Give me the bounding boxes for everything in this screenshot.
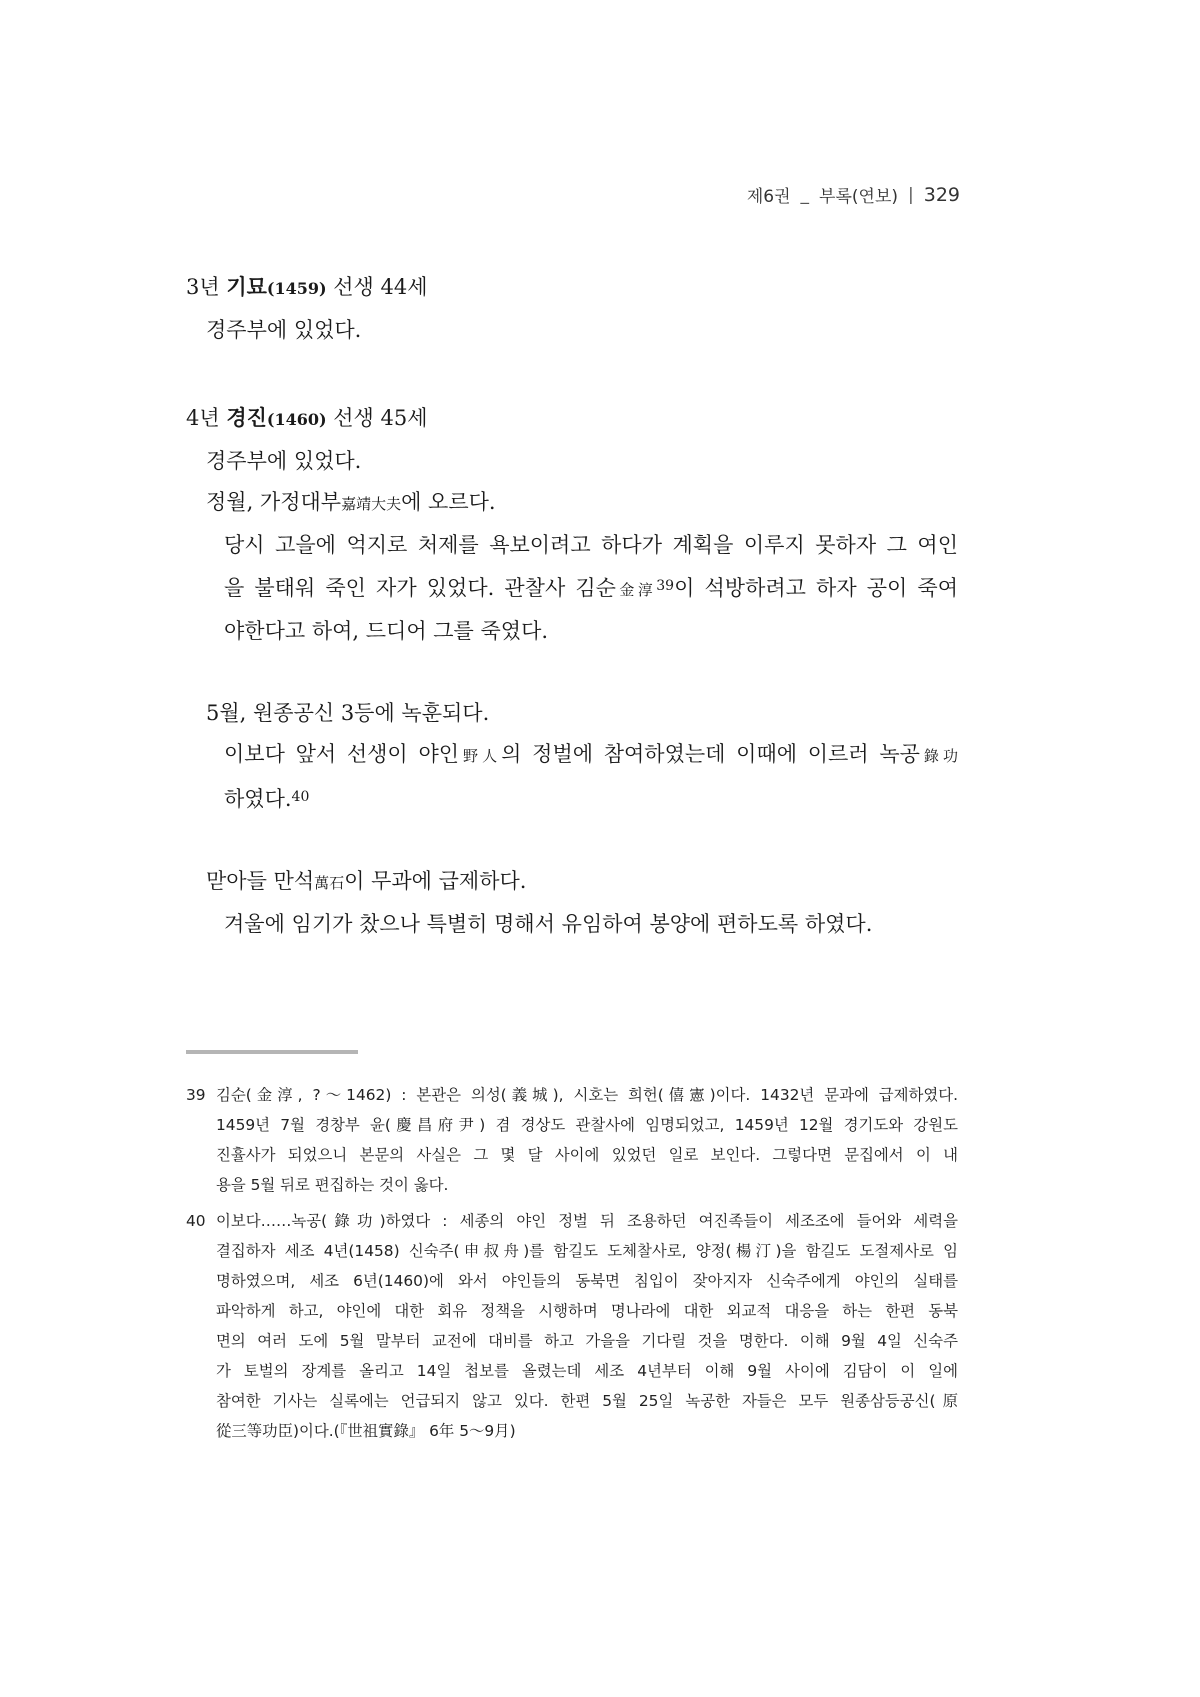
footnote-line: 진휼사가 되었으니 본문의 사실은 그 몇 달 사이에 있었던 일로 보인다. 그렇다면 문집에서 이 내 [216,1146,958,1164]
heading-text: 이 무과에 급제하다. [344,869,527,893]
item-body-line [186,782,958,814]
year-prefix: 3년 [186,275,227,299]
volume-label: 제6권 [746,187,791,207]
heading-text: 에 오르다. [401,490,496,514]
header-divider: | [908,184,914,205]
entry-text: 경주부에 있었다. [206,318,362,342]
ganzhi: 경진 [226,406,267,430]
footnote-line: 1459년 7월 경창부 윤(慶昌府尹) 겸 경상도 관찰사에 임명되었고, 1459년 12월 경기도와 강원도 [216,1116,958,1134]
footnote-39 [186,1080,958,1200]
item-heading-son [186,866,958,898]
ganzhi: 기묘 [226,275,267,299]
running-header [747,182,960,207]
item-body-line: 당시 고을에 억지로 처제를 욕보이려고 하다가 계획을 이루지 못하자 그 여인 [224,533,958,557]
year-prefix: 4년 [186,406,227,430]
footnote-number: 40 [186,1212,206,1230]
footnote-line: 이보다……녹공(錄功)하였다 : 세종의 야인 정벌 뒤 조용하던 여진족들이 세조조에 들어와 세력을 [216,1212,958,1230]
body-text-fragment: 을 불태워 죽인 자가 있었다. 관찰사 김순 [224,576,616,600]
footnote-line: 從三等功臣)이다.(『世祖實錄』 6年 5～9月) [216,1422,516,1440]
page-number: 329 [923,183,960,206]
heading-text: 맏아들 만석 [206,869,315,893]
footnote-line: 파악하게 하고, 야인에 대한 회유 정책을 시행하며 명나라에 대한 외교적 대응을 하는 한편 동북 [216,1302,958,1320]
footnote-line: 면의 여러 도에 5월 말부터 교전에 대비를 하고 가을을 기다릴 것을 명한다. 이해 9월 4일 신숙주 [216,1332,958,1350]
year-heading-1459 [186,272,958,304]
footnote-rule [186,1050,358,1054]
footnote-number: 39 [186,1086,206,1104]
footnotes [186,1080,958,1452]
footnote-line: 용을 5월 뒤로 편집하는 것이 옳다. [216,1176,449,1194]
hanja-gloss: 錄功 [919,747,958,765]
body-text-fragment: 의 정벌에 참여하였는데 이때에 이르러 녹공 [501,742,920,766]
footnote-text [216,1206,958,1446]
section-label: 부록(연보) [819,187,898,207]
item-body-line: 야한다고 하여, 드디어 그를 죽였다. [224,619,549,643]
footnote-line: 김순(金淳, ?～1462) : 본관은 의성(義城), 시호는 희헌(僖憲)이다. 1432년 문과에 급제하였다. [216,1086,958,1104]
footnote-ref: 39 [656,578,675,594]
item-heading-promotion [186,487,958,519]
hanja-gloss: 萬石 [314,874,345,892]
age-note: 선생 45세 [326,406,428,430]
heading-text: 정월, 가정대부 [206,490,342,514]
footnote-40 [186,1206,958,1446]
footnote-line: 참여한 기사는 실록에는 언급되지 않고 있다. 한편 5월 25일 녹공한 자들은 모두 원종삼등공신(原 [216,1392,958,1410]
footnote-line: 명하였으며, 세조 6년(1460)에 와서 야인들의 동북면 침입이 잦아지자 신숙주에게 야인의 실태를 [216,1272,958,1290]
footnote-ref: 40 [291,789,310,805]
age-note: 선생 44세 [326,275,428,299]
item-body-line [186,739,958,771]
item-body-line [186,571,958,605]
hanja-gloss: 金淳 [615,581,657,599]
header-separator: _ [800,184,810,205]
item-body-line: 겨울에 임기가 찼으나 특별히 명해서 유임하여 봉양에 편하도록 하였다. [224,912,873,936]
year-number: (1460) [266,410,327,429]
hanja-gloss: 嘉靖大夫 [341,495,402,513]
body-text-fragment: 하였다. [224,787,292,811]
footnote-text [216,1080,958,1200]
hanja-gloss: 野人 [459,747,502,765]
footnote-line: 결집하자 세조 4년(1458) 신숙주(申叔舟)를 함길도 도체찰사로, 양정(楊汀)을 함길도 도절제사로 임 [216,1242,958,1260]
year-heading-1460 [186,403,958,435]
body-text [186,272,958,939]
entry-text: 경주부에 있었다. [206,449,362,473]
body-text-fragment: 이 석방하려고 하자 공이 죽여 [674,576,958,600]
item-heading-merit: 5월, 원종공신 3등에 녹훈되다. [206,701,490,725]
body-text-fragment: 이보다 앞서 선생이 야인 [224,742,460,766]
footnote-line: 가 토벌의 장계를 올리고 14일 첩보를 올렸는데 세조 4년부터 이해 9월 사이에 김담이 이 일에 [216,1362,958,1380]
year-number: (1459) [266,279,327,298]
